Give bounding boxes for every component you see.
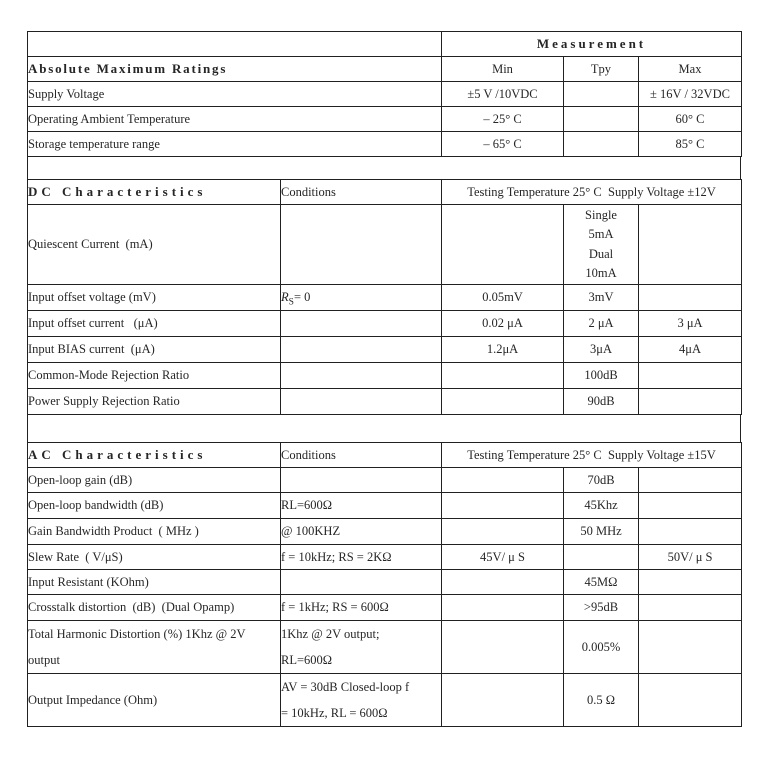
quiescent-tpy-line: 5mA xyxy=(588,227,614,241)
output-impedance-cond xyxy=(281,674,442,727)
table-row xyxy=(28,674,742,727)
thd-max xyxy=(639,621,742,674)
section-gap xyxy=(27,415,741,442)
psrr-min xyxy=(442,389,564,415)
offset-voltage-tpy: 3mV xyxy=(564,285,639,311)
offset-current-label: Input offset current (μA) xyxy=(28,311,281,337)
abs-max-table xyxy=(27,31,742,157)
quiescent-current-max xyxy=(639,205,742,285)
ac-characteristics-table xyxy=(27,442,742,727)
ac-header-row xyxy=(28,443,742,468)
abs-max-column-header-row xyxy=(28,57,742,82)
gain-bandwidth-label: Gain Bandwidth Product ( MHz ) xyxy=(28,519,281,545)
table-row xyxy=(28,570,742,595)
bias-current-min: 1.2μA xyxy=(442,337,564,363)
output-impedance-cond-line: = 10kHz, RL = 600Ω xyxy=(281,706,388,720)
thd-cond xyxy=(281,621,442,674)
table-row xyxy=(28,132,742,157)
input-resistant-min xyxy=(442,570,564,595)
bias-current-cond xyxy=(281,337,442,363)
quiescent-current-label: Quiescent Current (mA) xyxy=(28,205,281,285)
offset-current-max: 3 μA xyxy=(639,311,742,337)
input-resistant-max xyxy=(639,570,742,595)
output-impedance-label: Output Impedance (Ohm) xyxy=(28,674,281,727)
thd-label-line: output xyxy=(28,653,60,667)
crosstalk-label: Crosstalk distortion (dB) (Dual Opamp) xyxy=(28,595,281,621)
thd-label-line: Total Harmonic Distortion (%) 1Khz @ 2V xyxy=(28,627,246,641)
supply-voltage-min: ±5 V /10VDC xyxy=(442,82,564,107)
cmrr-tpy: 100dB xyxy=(564,363,639,389)
psrr-cond xyxy=(281,389,442,415)
open-loop-bandwidth-min xyxy=(442,493,564,519)
table-row xyxy=(28,519,742,545)
slew-rate-label: Slew Rate ( V/μS) xyxy=(28,545,281,570)
offset-voltage-max xyxy=(639,285,742,311)
dc-testing-header: Testing Temperature 25° C Supply Voltage ±12V xyxy=(442,180,742,205)
output-impedance-max xyxy=(639,674,742,727)
offset-voltage-cond xyxy=(281,285,442,311)
measurement-header: Measurement xyxy=(442,32,742,57)
gain-bandwidth-tpy: 50 MHz xyxy=(564,519,639,545)
operating-temp-max: 60° C xyxy=(639,107,742,132)
slew-rate-min: 45V/ μ S xyxy=(442,545,564,570)
psrr-tpy: 90dB xyxy=(564,389,639,415)
table-row xyxy=(28,389,742,415)
offset-current-min: 0.02 μA xyxy=(442,311,564,337)
ac-testing-header: Testing Temperature 25° C Supply Voltage ±15V xyxy=(442,443,742,468)
bias-current-label: Input BIAS current (μA) xyxy=(28,337,281,363)
operating-temp-tpy xyxy=(564,107,639,132)
open-loop-gain-label: Open-loop gain (dB) xyxy=(28,468,281,493)
cmrr-label: Common-Mode Rejection Ratio xyxy=(28,363,281,389)
storage-temp-label: Storage temperature range xyxy=(28,132,442,157)
storage-temp-max: 85° C xyxy=(639,132,742,157)
psrr-max xyxy=(639,389,742,415)
gain-bandwidth-max xyxy=(639,519,742,545)
table-row xyxy=(28,493,742,519)
gain-bandwidth-cond: @ 100KHZ xyxy=(281,519,442,545)
abs-max-title: Absolute Maximum Ratings xyxy=(28,57,442,82)
rs-value: = 0 xyxy=(293,290,311,304)
col-header-tpy: Tpy xyxy=(564,57,639,82)
supply-voltage-tpy xyxy=(564,82,639,107)
slew-rate-cond: f = 10kHz; RS = 2KΩ xyxy=(281,545,442,570)
table-row xyxy=(28,468,742,493)
open-loop-gain-max xyxy=(639,468,742,493)
thd-cond-line: RL=600Ω xyxy=(281,653,333,667)
quiescent-tpy-line: 10mA xyxy=(585,266,617,280)
input-resistant-tpy: 45MΩ xyxy=(564,570,639,595)
table-row xyxy=(28,545,742,570)
open-loop-bandwidth-label: Open-loop bandwidth (dB) xyxy=(28,493,281,519)
table-row xyxy=(28,285,742,311)
dc-header-row xyxy=(28,180,742,205)
open-loop-gain-tpy: 70dB xyxy=(564,468,639,493)
quiescent-current-min xyxy=(442,205,564,285)
dc-characteristics-table xyxy=(27,179,742,415)
operating-temp-min: – 25° C xyxy=(442,107,564,132)
psrr-label: Power Supply Rejection Ratio xyxy=(28,389,281,415)
table-row xyxy=(28,621,742,674)
output-impedance-min xyxy=(442,674,564,727)
table-row xyxy=(28,205,742,285)
offset-current-tpy: 2 μA xyxy=(564,311,639,337)
operating-temp-label: Operating Ambient Temperature xyxy=(28,107,442,132)
bias-current-max: 4μA xyxy=(639,337,742,363)
input-resistant-label: Input Resistant (KOhm) xyxy=(28,570,281,595)
crosstalk-min xyxy=(442,595,564,621)
table-row xyxy=(28,311,742,337)
table-row xyxy=(28,337,742,363)
section-gap xyxy=(27,157,741,179)
supply-voltage-max: ± 16V / 32VDC xyxy=(639,82,742,107)
thd-label xyxy=(28,621,281,674)
col-header-max: Max xyxy=(639,57,742,82)
crosstalk-cond: f = 1kHz; RS = 600Ω xyxy=(281,595,442,621)
table-row xyxy=(28,363,742,389)
thd-tpy: 0.005% xyxy=(564,621,639,674)
bias-current-tpy: 3μA xyxy=(564,337,639,363)
col-header-min: Min xyxy=(442,57,564,82)
slew-rate-max: 50V/ μ S xyxy=(639,545,742,570)
open-loop-bandwidth-max xyxy=(639,493,742,519)
offset-voltage-min: 0.05mV xyxy=(442,285,564,311)
crosstalk-tpy: >95dB xyxy=(564,595,639,621)
rs-symbol: R xyxy=(281,290,289,304)
supply-voltage-label: Supply Voltage xyxy=(28,82,442,107)
open-loop-gain-min xyxy=(442,468,564,493)
output-impedance-cond-line: AV = 30dB Closed-loop f xyxy=(281,680,410,694)
storage-temp-min: – 65° C xyxy=(442,132,564,157)
ac-title: AC Characteristics xyxy=(28,443,281,468)
open-loop-bandwidth-tpy: 45Khz xyxy=(564,493,639,519)
quiescent-tpy-line: Dual xyxy=(588,246,614,261)
quiescent-current-tpy xyxy=(564,205,639,285)
thd-min xyxy=(442,621,564,674)
blank-corner-cell xyxy=(28,32,442,57)
storage-temp-tpy xyxy=(564,132,639,157)
cmrr-max xyxy=(639,363,742,389)
dc-title: DC Characteristics xyxy=(28,180,281,205)
crosstalk-max xyxy=(639,595,742,621)
table-row xyxy=(28,82,742,107)
dc-conditions-header: Conditions xyxy=(281,180,442,205)
thd-cond-line: 1Khz @ 2V output; xyxy=(281,627,380,641)
cmrr-cond xyxy=(281,363,442,389)
table-row xyxy=(28,107,742,132)
offset-voltage-label: Input offset voltage (mV) xyxy=(28,285,281,311)
ac-conditions-header: Conditions xyxy=(281,443,442,468)
gain-bandwidth-min xyxy=(442,519,564,545)
table-row xyxy=(28,595,742,621)
spec-tables xyxy=(27,31,741,727)
slew-rate-tpy xyxy=(564,545,639,570)
offset-current-cond xyxy=(281,311,442,337)
quiescent-tpy-line: Single xyxy=(585,207,617,222)
quiescent-current-cond xyxy=(281,205,442,285)
output-impedance-tpy: 0.5 Ω xyxy=(564,674,639,727)
open-loop-bandwidth-cond: RL=600Ω xyxy=(281,493,442,519)
cmrr-min xyxy=(442,363,564,389)
input-resistant-cond xyxy=(281,570,442,595)
rs-subscript: S xyxy=(288,297,294,308)
measurement-header-row xyxy=(28,32,742,57)
open-loop-gain-cond xyxy=(281,468,442,493)
